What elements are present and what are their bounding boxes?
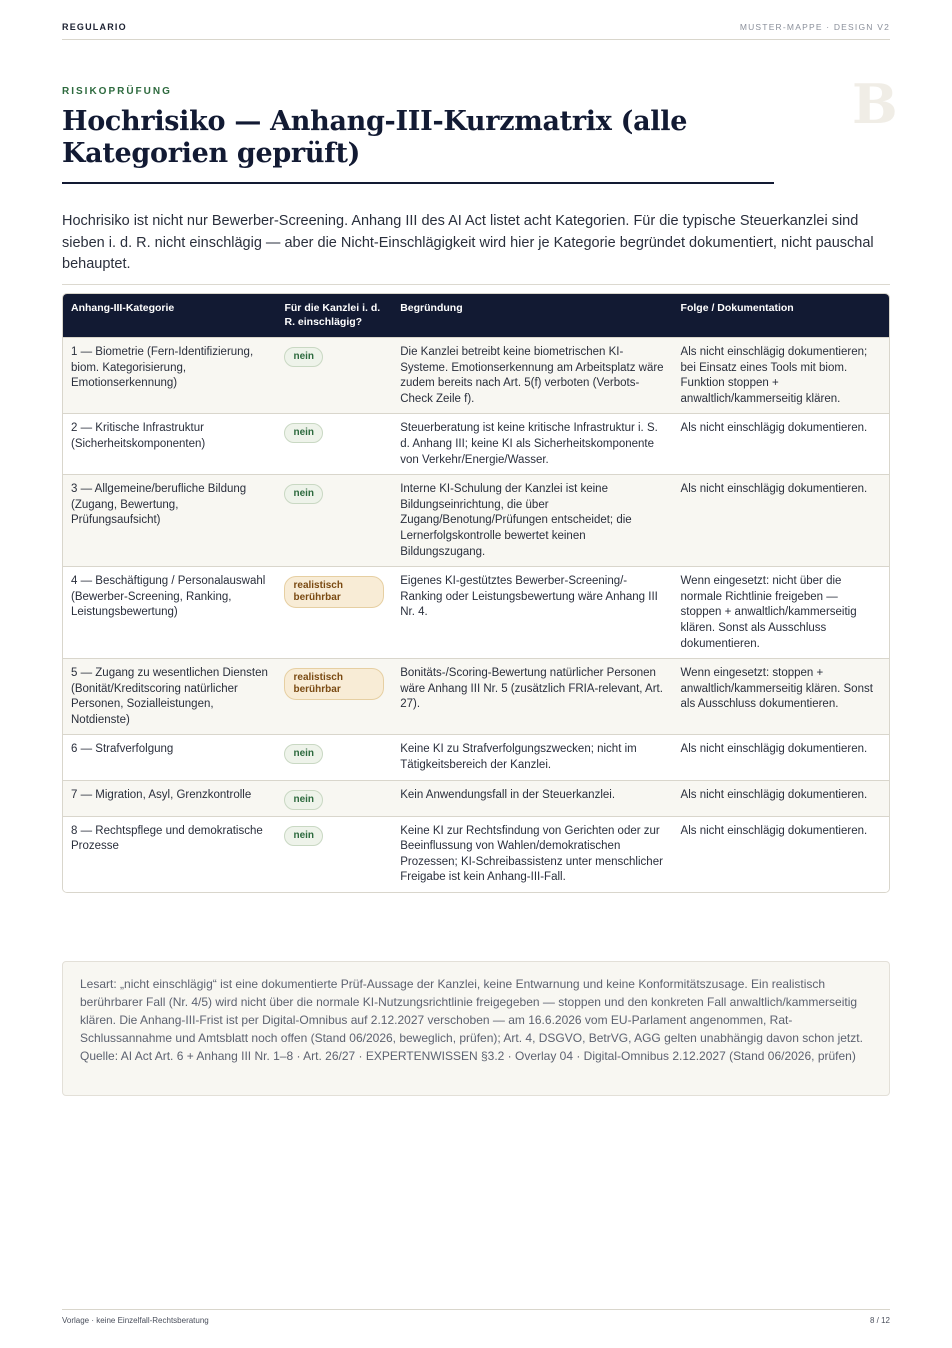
cell-reason: Bonitäts-/Scoring-Bewertung natürlicher Personen wäre Anhang III Nr. 5 (zusätzlich FRIA-relevant, Art. 27). bbox=[400, 667, 663, 711]
status-badge: realistisch berührbar bbox=[284, 668, 384, 700]
cell-category: 2 — Kritische Infrastruktur (Sicherheitskomponenten) bbox=[71, 422, 206, 450]
cell-applicable bbox=[276, 742, 392, 773]
cell-reason: Keine KI zu Strafverfolgungszwecken; nicht im Tätigkeitsbereich der Kanzlei. bbox=[400, 743, 637, 772]
cell-reason: Die Kanzlei betreibt keine biometrischen KI-Systeme. Emotionserkennung am Arbeitsplatz wäre zudem bereits nach Art. 5(f) verboten (Verbots-Check Zeile f). bbox=[400, 346, 664, 405]
cell-category: 6 — Strafverfolgung bbox=[71, 743, 174, 756]
header-consequence: Folge / Dokumentation bbox=[680, 302, 794, 314]
status-badge: nein bbox=[284, 744, 323, 764]
cell-applicable bbox=[276, 421, 392, 468]
cell-consequence: Als nicht einschlägig dokumentieren. bbox=[680, 743, 868, 756]
table-body bbox=[63, 337, 889, 892]
header-applicable: Für die Kanzlei i. d. R. einschlägig? bbox=[284, 302, 381, 328]
title-divider bbox=[62, 182, 774, 184]
cell-reason: Kein Anwendungsfall in der Steuerkanzlei. bbox=[400, 788, 616, 801]
cell-consequence: Wenn eingesetzt: stoppen + anwaltlich/kammerseitig klären. Sonst als Ausschluss dokumentieren. bbox=[680, 667, 873, 711]
cell-consequence: Wenn eingesetzt: nicht über die normale Richtlinie freigeben — stoppen + anwaltlich/kammerseitig klären. Sonst als Ausschluss dokumentieren. bbox=[680, 575, 857, 650]
header-category: Anhang-III-Kategorie bbox=[71, 302, 175, 314]
table-row bbox=[63, 816, 889, 892]
cell-applicable bbox=[276, 824, 392, 886]
reading-note: Lesart: „nicht einschlägig“ ist eine dokumentierte Prüf-Aussage der Kanzlei, keine Entwarnung und keine Konformitätszusage. Ein realistisch berührbarer Fall (Nr. 4/5) wird nicht über die normale KI-Nutzungsrichtlinie freigegeben — stoppen und den konkreten Fall anwaltlich/kammerseitig klären. Die Anhang-III-Frist ist per Digital-Omnibus auf 2.12.2027 verschoben — am 16.6.2026 vom EU-Parlament angenommen, Rat-Schlussannahme und Amtsblatt noch offen (Stand 06/2026, beweglich, prüfen); Art. 4, DSGVO, BetrVG, AGG gelten unabhängig davon schon jetzt. Quelle: AI Act Art. 6 + Anhang III Nr. 1–8 · Art. 26/27 · EXPERTENWISSEN §3.2 · Overlay 04 · Digital-Omnibus 2.12.2027 (Stand 06/2026, prüfen) bbox=[62, 961, 890, 1096]
cell-category: 7 — Migration, Asyl, Grenzkontrolle bbox=[71, 788, 252, 801]
intro-divider bbox=[62, 284, 890, 285]
section-eyebrow: RISIKOPRÜFUNG bbox=[62, 86, 172, 97]
table-row bbox=[63, 658, 889, 734]
cell-category: 1 — Biometrie (Fern-Identifizierung, biom. Kategorisierung, Emotionserkennung) bbox=[71, 346, 254, 390]
cell-consequence: Als nicht einschlägig dokumentieren; bei Einsatz eines Tools mit biom. Funktion stoppen + anwaltlich/kammerseitig klären. bbox=[680, 346, 868, 405]
cell-category: 5 — Zugang zu wesentlichen Diensten (Bonität/Kreditscoring natürlicher Personen, Sozialleistungen, Notdienste) bbox=[71, 667, 268, 726]
status-badge: nein bbox=[284, 484, 323, 504]
cell-consequence: Als nicht einschlägig dokumentieren. bbox=[680, 824, 868, 837]
section-watermark: B bbox=[852, 72, 898, 136]
header-reason: Begründung bbox=[400, 302, 463, 314]
table-row bbox=[63, 413, 889, 474]
intro-paragraph: Hochrisiko ist nicht nur Bewerber-Screening. Anhang III des AI Act listet acht Kategorien. Für die typische Steuerkanzlei sind sieben i. d. R. nicht einschlägig — aber die Nicht-Einschlägigkeit wird hier je Kategorie begründet dokumentiert, nicht pauschal behauptet. bbox=[62, 213, 874, 272]
cell-applicable bbox=[276, 482, 392, 560]
page-title: Hochrisiko — Anhang-III-Kurzmatrix (alle Kategorien geprüft) bbox=[62, 106, 688, 169]
cell-consequence: Als nicht einschlägig dokumentieren. bbox=[680, 422, 868, 435]
status-badge: nein bbox=[284, 423, 323, 443]
cell-category: 8 — Rechtspflege und demokratische Prozesse bbox=[71, 824, 263, 853]
cell-applicable bbox=[276, 574, 392, 652]
status-badge: nein bbox=[284, 790, 323, 810]
document-meta: MUSTER-MAPPE · DESIGN V2 bbox=[739, 22, 890, 32]
table-row bbox=[63, 474, 889, 566]
page-footer bbox=[62, 1309, 890, 1325]
brand-name: REGULARIO bbox=[62, 22, 127, 32]
table-row bbox=[63, 734, 889, 779]
table-header-row bbox=[63, 294, 889, 337]
table-row bbox=[63, 780, 889, 816]
cell-applicable bbox=[276, 788, 392, 810]
cell-applicable bbox=[276, 345, 392, 407]
cell-applicable bbox=[276, 666, 392, 728]
cell-reason: Eigenes KI-gestütztes Bewerber-Screening/-Ranking oder Leistungsbewertung wäre Anhang III Nr. 4. bbox=[400, 575, 658, 619]
status-badge: nein bbox=[284, 826, 323, 846]
top-header bbox=[62, 22, 890, 40]
table-row bbox=[63, 566, 889, 658]
status-badge: nein bbox=[284, 347, 323, 367]
table-row bbox=[63, 337, 889, 413]
cell-reason: Interne KI-Schulung der Kanzlei ist keine Bildungseinrichtung, die über Zugang/Benotung/Prüfungen entscheidet; die Lernerfolgskontrolle bewertet keinen Bildungszugang. bbox=[400, 483, 632, 558]
page-number: 8 / 12 bbox=[869, 1316, 890, 1325]
cell-category: 4 — Beschäftigung / Personalauswahl (Bewerber-Screening, Ranking, Leistungsbewertung) bbox=[71, 575, 266, 619]
annex-iii-matrix bbox=[62, 293, 890, 893]
status-badge: realistisch berührbar bbox=[284, 576, 384, 608]
cell-consequence: Als nicht einschlägig dokumentieren. bbox=[680, 483, 868, 496]
footer-disclaimer: Vorlage · keine Einzelfall-Rechtsberatung bbox=[62, 1316, 209, 1325]
cell-reason: Keine KI zur Rechtsfindung von Gerichten oder zur Beeinflussung von Wahlen/demokratischen Prozessen; KI-Schreibassistenz unter menschlicher Freigabe ist kein Anhang-III-Fall. bbox=[400, 824, 663, 884]
cell-reason: Steuerberatung ist keine kritische Infrastruktur i. S. d. Anhang III; keine KI als Sicherheitskomponente von Verkehr/Energie/Wasser. bbox=[400, 422, 658, 466]
cell-category: 3 — Allgemeine/berufliche Bildung (Zugang, Bewertung, Prüfungsaufsicht) bbox=[71, 483, 247, 527]
cell-consequence: Als nicht einschlägig dokumentieren. bbox=[680, 788, 868, 801]
